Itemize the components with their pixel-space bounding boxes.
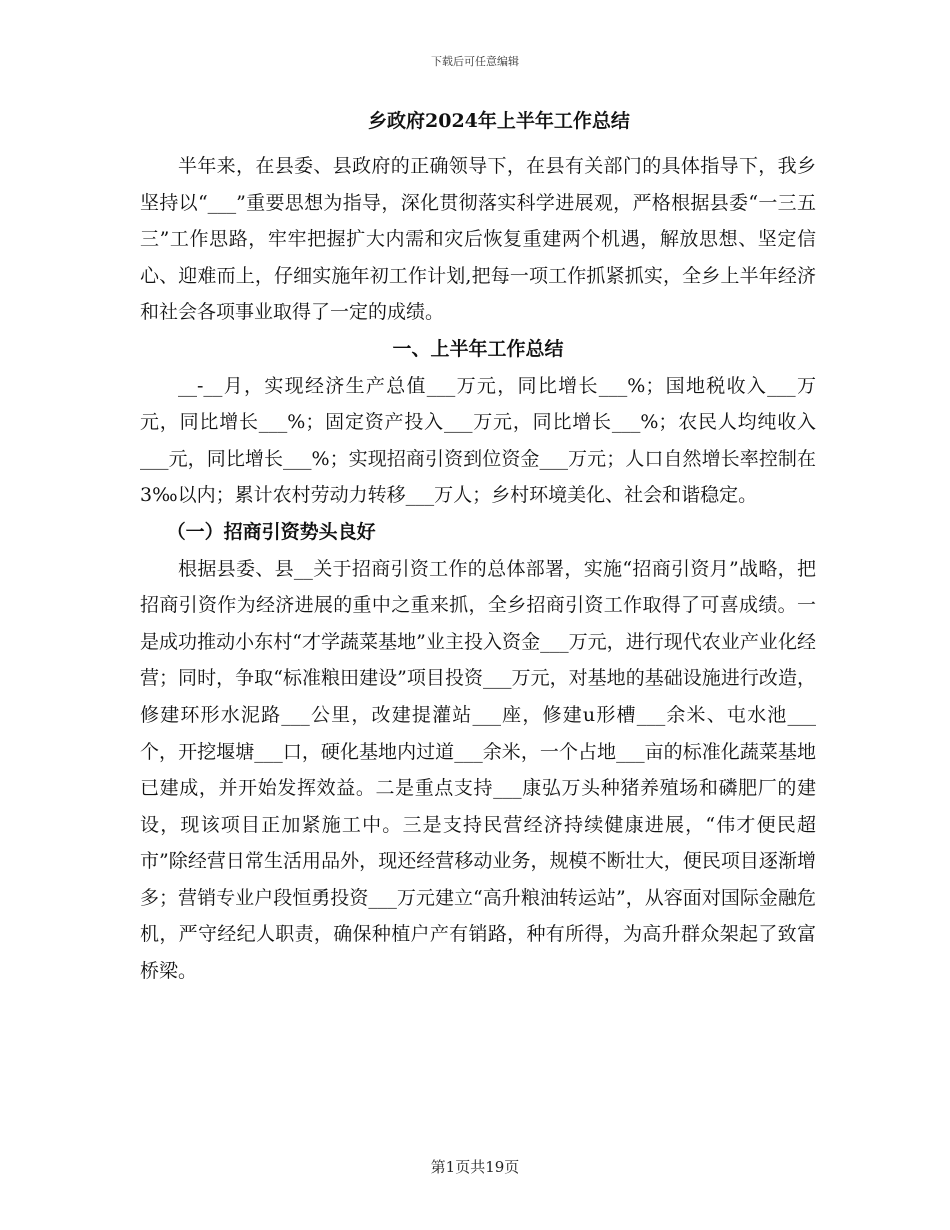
subsection-heading: （一）招商引资势头良好	[166, 520, 376, 543]
intro-paragraph: 半年来，在县委、县政府的正确领导下，在县有关部门的具体指导下，我乡坚持以“___”重要思想为指导，深化贯彻落实科学进展观，严格根据县委“一三五三”工作思路，牢牢把握扩大内需和灾后恢复重建两个机遇，解放思想、坚定信心、迎难而上，仔细实施年初工作计划,把每一项工作抓紧抓实，全乡上半年经济和社会各项事业取得了一定的成绩。	[140, 155, 816, 324]
section-heading: 一、上半年工作总结	[392, 337, 564, 360]
header-note: 下载后可任意编辑	[431, 55, 519, 68]
page-number: 第1页共19页	[430, 1158, 520, 1176]
summary-paragraph: __-__月，实现经济生产总值___万元，同比增长___%；国地税收入___万元，同比增长___%；固定资产投入___万元，同比增长___%；农民人均纯收入___元，同比增长___%；实现招商引资到位资金___万元；人口自然增长率控制在3‰以内；累计农村劳动力转移___万人；乡村环境美化、社会和谐稳定。	[140, 374, 816, 507]
document-title: 乡政府2024年上半年工作总结	[368, 110, 630, 132]
document-body	[140, 108, 816, 990]
subsection-paragraph: 根据县委、县__关于招商引资工作的总体部署，实施“招商引资月”战略，把招商引资作为经济进展的重中之重来抓，全乡招商引资工作取得了可喜成绩。一是成功推动小东村“才学蔬菜基地”业主投入资金___万元，进行现代农业产业化经营；同时，争取“标准粮田建设”项目投资___万元，对基地的基础设施进行改造，修建环形水泥路___公里，改建提灌站___座，修建u形槽___余米、屯水池___个，开挖堰塘___口，硬化基地内过道___余米，一个占地___亩的标准化蔬菜基地已建成，并开始发挥效益。二是重点支持___康弘万头种猪养殖场和磷肥厂的建设，现该项目正加紧施工中。三是支持民营经济持续健康进展，“伟才便民超市”除经营日常生活用品外，现还经营移动业务，规模不断壮大，便民项目逐渐增多；营销专业户段恒勇投资___万元建立“高升粮油转运站”，从容面对国际金融危机，严守经纪人职责，确保种植户产有销路，种有所得，为高升群众架起了致富桥梁。	[140, 557, 816, 983]
